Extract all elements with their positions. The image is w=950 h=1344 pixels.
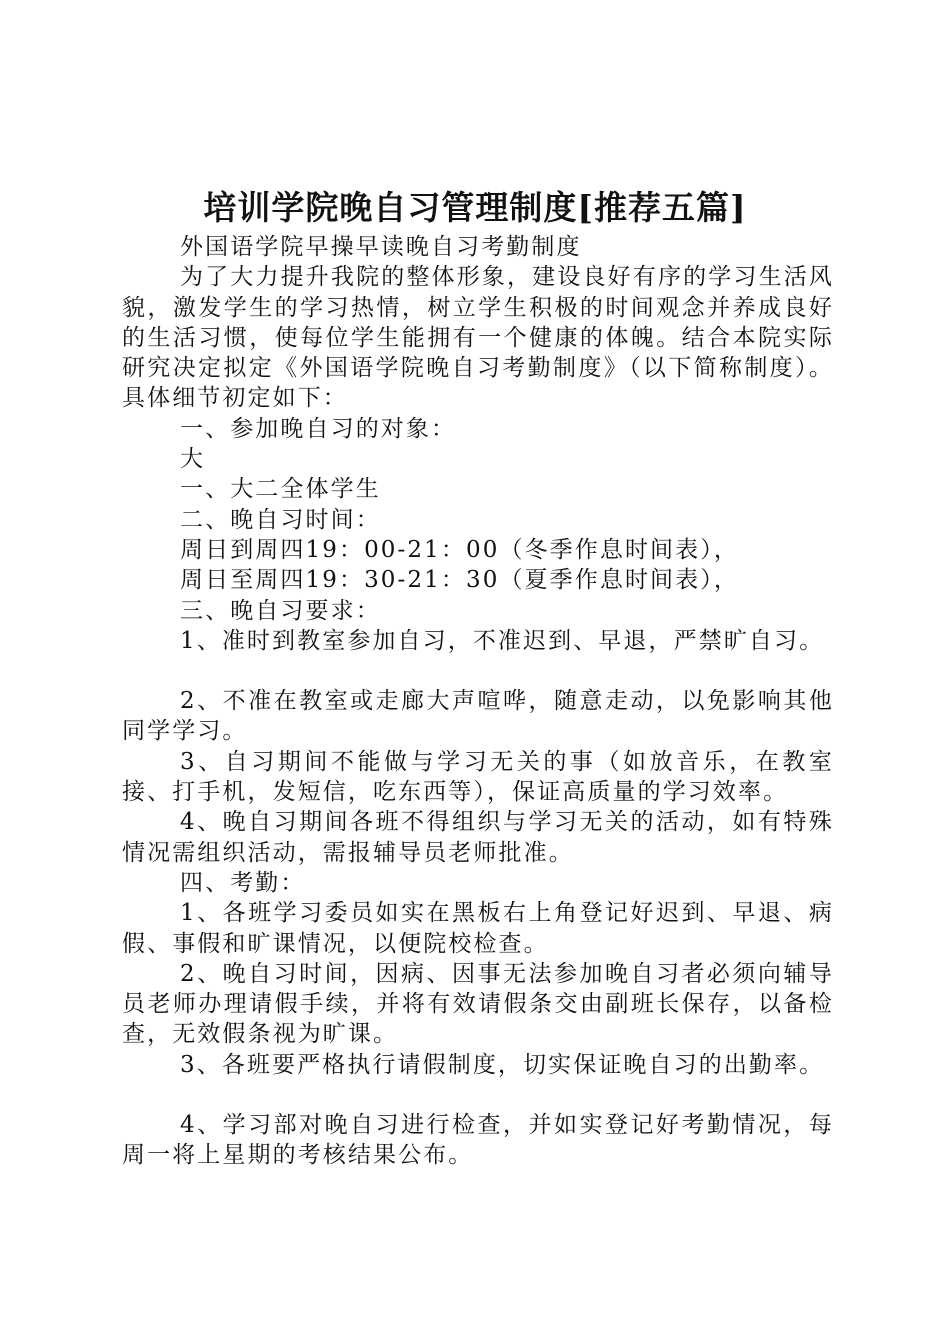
paragraph-section-3: 三、晚自习要求：	[180, 597, 381, 624]
paragraph-text: 一、大二全体学生	[180, 476, 381, 503]
document-body	[122, 232, 834, 1171]
paragraph-section-1: 一、参加晚自习的对象：	[180, 415, 457, 442]
paragraph-text: 大	[180, 446, 206, 473]
paragraph-spacer	[122, 656, 834, 686]
paragraph-subtitle: 外国语学院早操早读晚自习考勤制度	[180, 234, 582, 260]
paragraph-rule: 1、准时到教室参加自习，不准迟到、早退，严禁旷自习。	[180, 627, 825, 654]
paragraph-rule: 4、学习部对晚自习进行检查，并如实登记好考勤情况，每周一将上星期的考核结果公布。	[122, 1112, 834, 1169]
paragraph-rule: 1、各班学习委员如实在黑板右上角登记好迟到、早退、病假、事假和旷课情况，以便院校检查。	[122, 900, 834, 957]
paragraph-section-4: 四、考勤：	[180, 869, 306, 896]
paragraph-rule: 2、晚自习时间，因病、因事无法参加晚自习者必须向辅导员老师办理请假手续，并将有效请假条交由副班长保存，以备检查，无效假条视为旷课。	[122, 960, 834, 1048]
paragraph-rule: 3、自习期间不能做与学习无关的事（如放音乐，在教室接、打手机，发短信，吃东西等），保证高质量的学习效率。	[122, 748, 834, 806]
paragraph-section-2: 二、晚自习时间：	[180, 506, 381, 533]
paragraph-rule: 3、各班要严格执行请假制度，切实保证晚自习的出勤率。	[180, 1051, 825, 1078]
paragraph-intro: 为了大力提升我院的整体形象，建设良好有序的学习生活风貌，激发学生的学习热情，树立学生积极的时间观念并养成良好的生活习惯，使每位学生能拥有一个健康的体魄。结合本院实际研究决定拟定《外国语学院晚自习考勤制度》（以下简称制度）。具体细节初定如下：	[122, 264, 834, 412]
paragraph-rule: 4、晚自习期间各班不得组织与学习无关的活动，如有特殊情况需组织活动，需报辅导员老师批准。	[122, 809, 834, 866]
paragraph-text: 周日至周四19：30-21：30（夏季作息时间表），	[180, 567, 739, 594]
paragraph-text: 周日到周四19：00-21：00（冬季作息时间表），	[180, 536, 739, 563]
document-title: 培训学院晚自习管理制度[推荐五篇]	[203, 188, 747, 227]
paragraph-spacer	[122, 1080, 834, 1110]
paragraph-rule: 2、不准在教室或走廊大声喧哗，随意走动，以免影响其他同学学习。	[122, 688, 834, 745]
